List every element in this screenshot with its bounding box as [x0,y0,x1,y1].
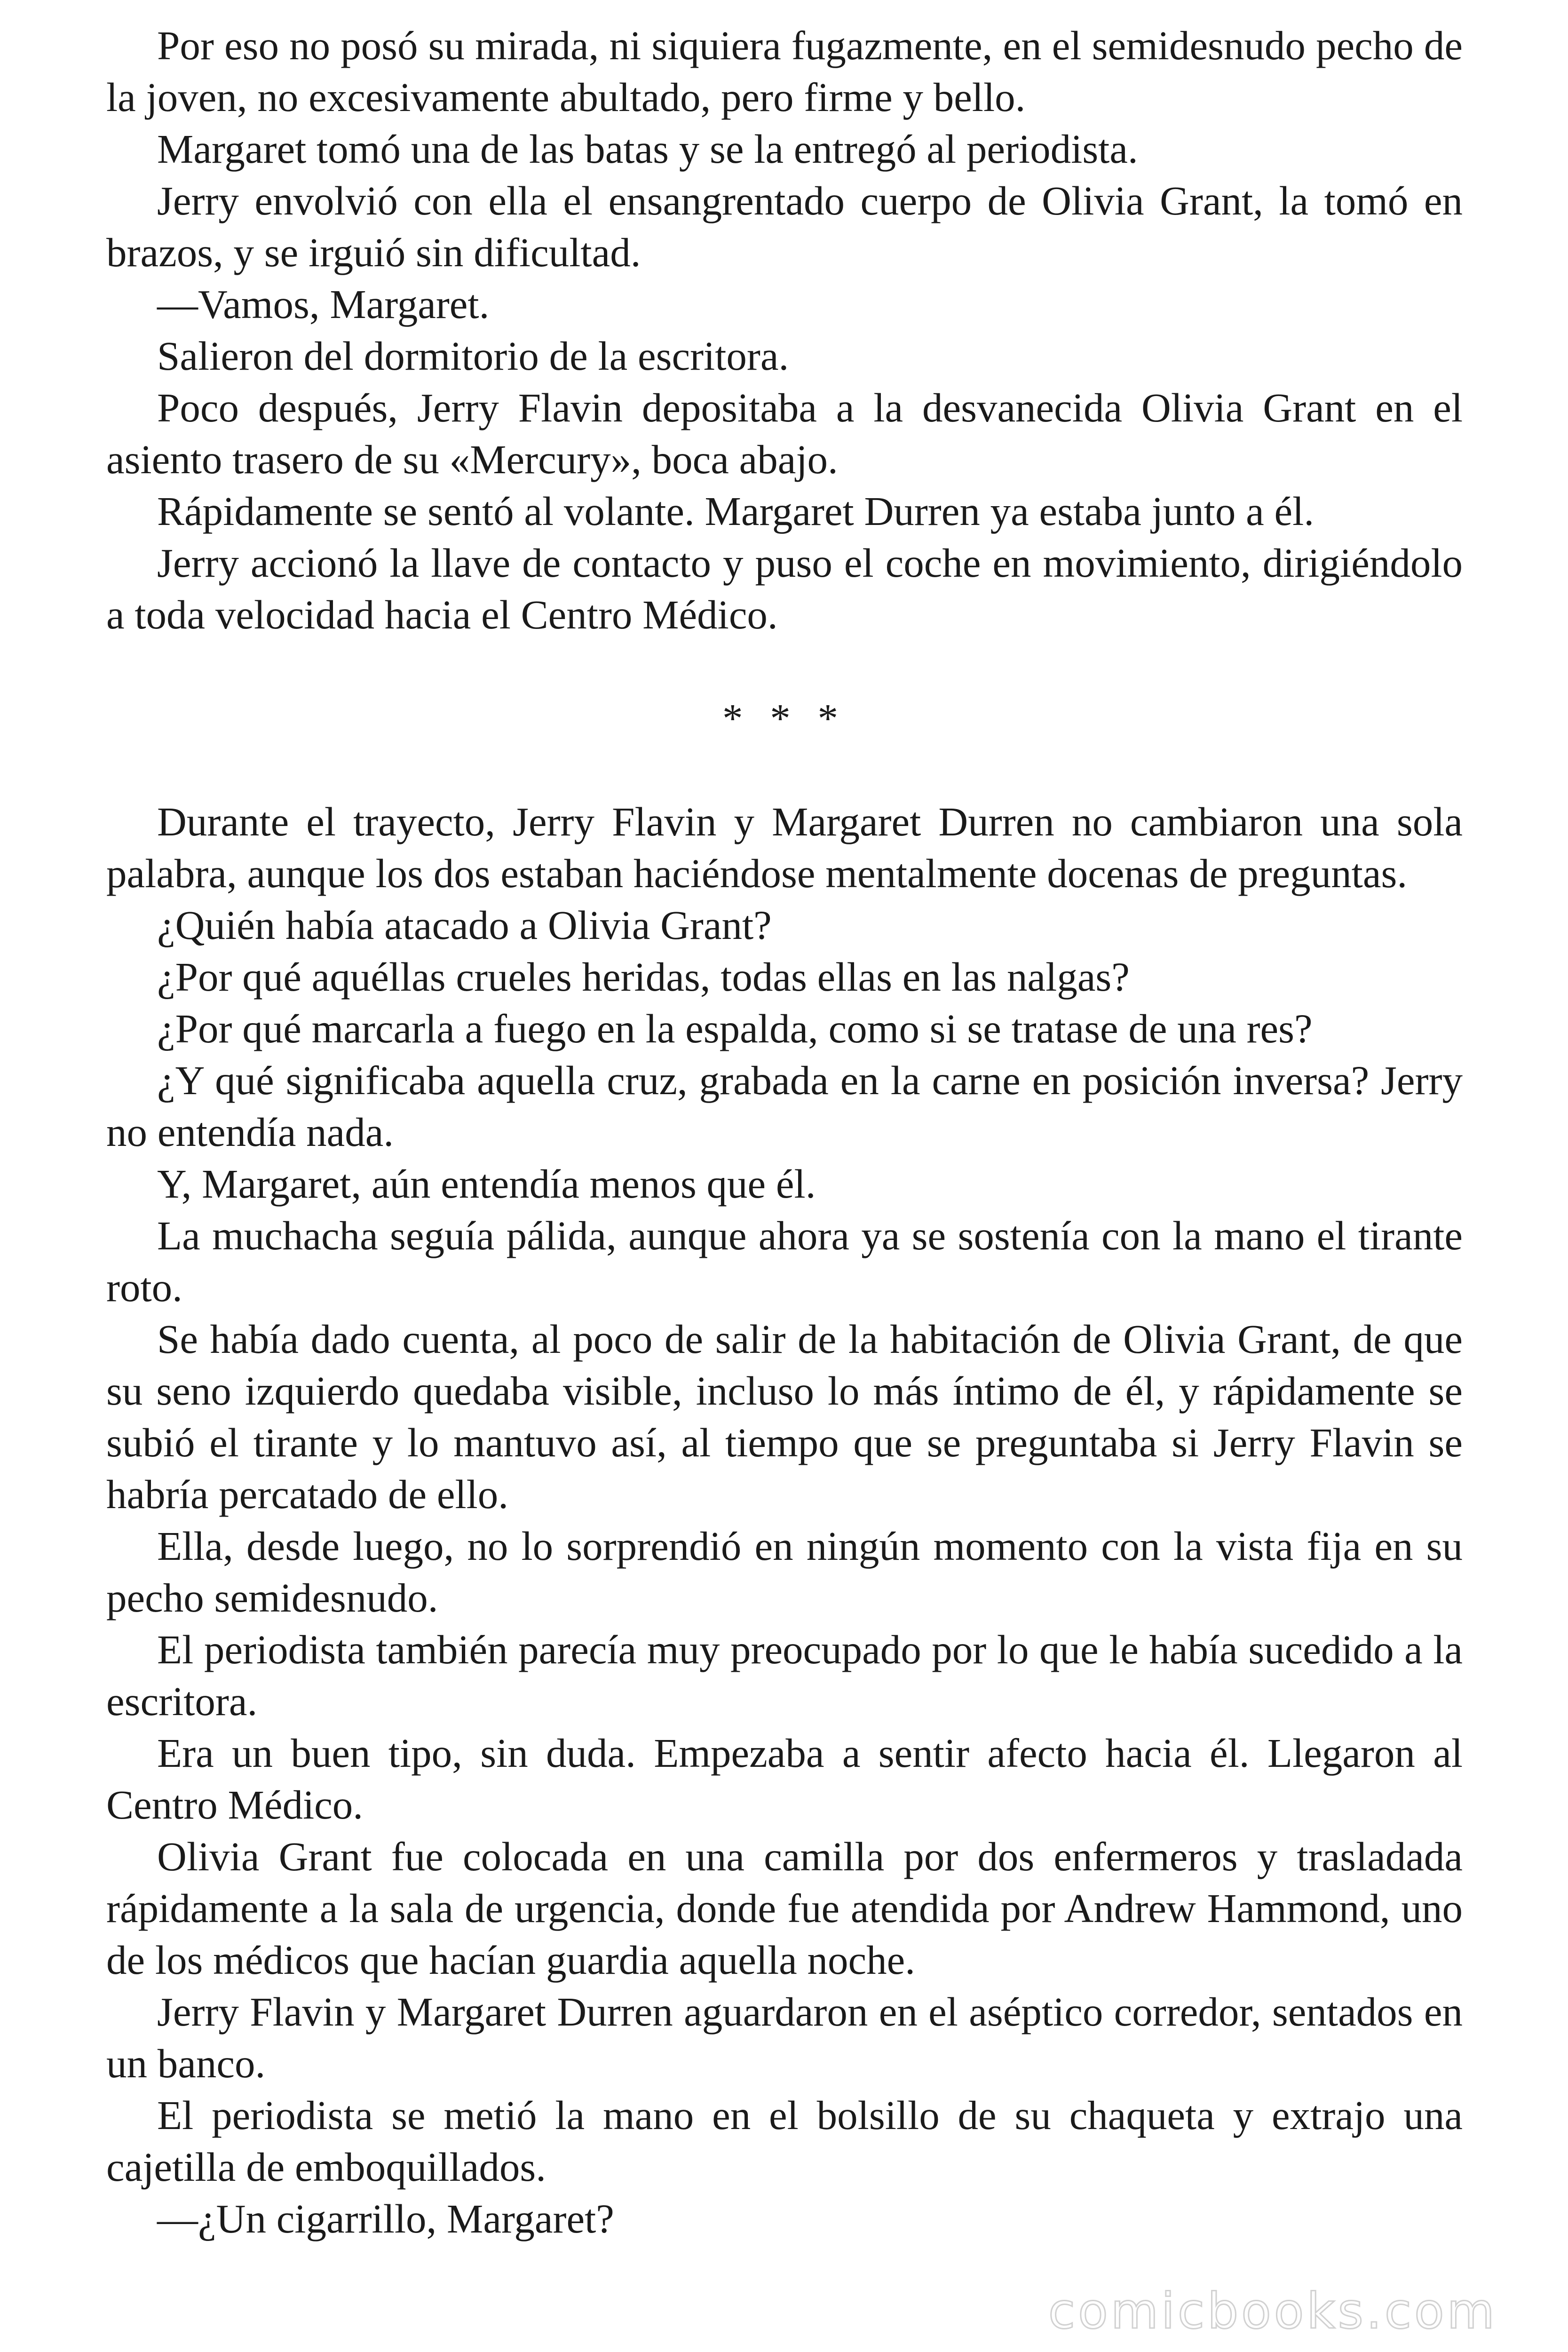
watermark-logo: comicbooks.com [1048,2282,1497,2340]
paragraph: Margaret tomó una de las batas y se la entregó al periodista. [157,126,1138,172]
paragraph: El periodista se metió la mano en el bolsillo de su chaqueta y extrajo una cajetilla de emboquillados. [106,2092,1463,2190]
paragraph: ¿Por qué marcarla a fuego en la espalda, como si se tratase de una res? [157,1006,1313,1051]
paragraph: Poco después, Jerry Flavin depositaba a la desvanecida Olivia Grant en el asiento trasero de su «Mercury», boca abajo. [106,385,1463,482]
paragraph: Jerry envolvió con ella el ensangrentado cuerpo de Olivia Grant, la tomó en brazos, y se irguió sin dificultad. [106,178,1463,275]
paragraph: ¿Por qué aquéllas crueles heridas, todas ellas en las nalgas? [157,954,1130,1000]
paragraph: La muchacha seguía pálida, aunque ahora ya se sostenía con la mano el tirante roto. [106,1213,1463,1310]
page-body [106,20,1463,2245]
paragraph: ¿Y qué significaba aquella cruz, grabada en la carne en posición inversa? Jerry no entendía nada. [106,1057,1463,1155]
paragraph: Se había dado cuenta, al poco de salir de la habitación de Olivia Grant, de que su seno izquierdo quedaba visible, incluso lo más íntimo de él, y rápidamente se subió el tirante y lo mantuvo así, al tiempo que se preguntaba si Jerry Flavin se habría percatado de ello. [106,1316,1463,1517]
paragraph: El periodista también parecía muy preocupado por lo que le había sucedido a la escritora. [106,1627,1463,1724]
paragraph: ¿Quién había atacado a Olivia Grant? [157,902,772,948]
section-separator: * * * [722,695,847,741]
paragraph: Ella, desde luego, no lo sorprendió en ningún momento con la vista fija en su pecho semidesnudo. [106,1523,1463,1621]
paragraph: Jerry Flavin y Margaret Durren aguardaron en el aséptico corredor, sentados en un banco. [106,1989,1463,2086]
paragraph: Y, Margaret, aún entendía menos que él. [157,1161,816,1207]
paragraph: Olivia Grant fue colocada en una camilla por dos enfermeros y trasladada rápidamente a la sala de urgencia, donde fue atendida por Andrew Hammond, uno de los médicos que hacían guardia aquella noche. [106,1834,1463,1983]
text-section-after [106,796,1463,2245]
paragraph: —¿Un cigarrillo, Margaret? [157,2196,614,2241]
paragraph: Era un buen tipo, sin duda. Empezaba a sentir afecto hacia él. Llegaron al Centro Médico. [106,1730,1463,1828]
paragraph: Durante el trayecto, Jerry Flavin y Margaret Durren no cambiaron una sola palabra, aunque los dos estaban haciéndose mentalmente docenas de preguntas. [106,799,1463,896]
paragraph: Jerry accionó la llave de contacto y puso el coche en movimiento, dirigiéndolo a toda velocidad hacia el Centro Médico. [106,540,1463,637]
text-section-before [106,20,1463,641]
paragraph: Rápidamente se sentó al volante. Margaret Durren ya estaba junto a él. [157,488,1315,534]
paragraph: —Vamos, Margaret. [157,281,490,327]
paragraph: Por eso no posó su mirada, ni siquiera fugazmente, en el semidesnudo pecho de la joven, no excesivamente abultado, pero firme y bello. [106,23,1463,120]
paragraph: Salieron del dormitorio de la escritora. [157,333,789,379]
